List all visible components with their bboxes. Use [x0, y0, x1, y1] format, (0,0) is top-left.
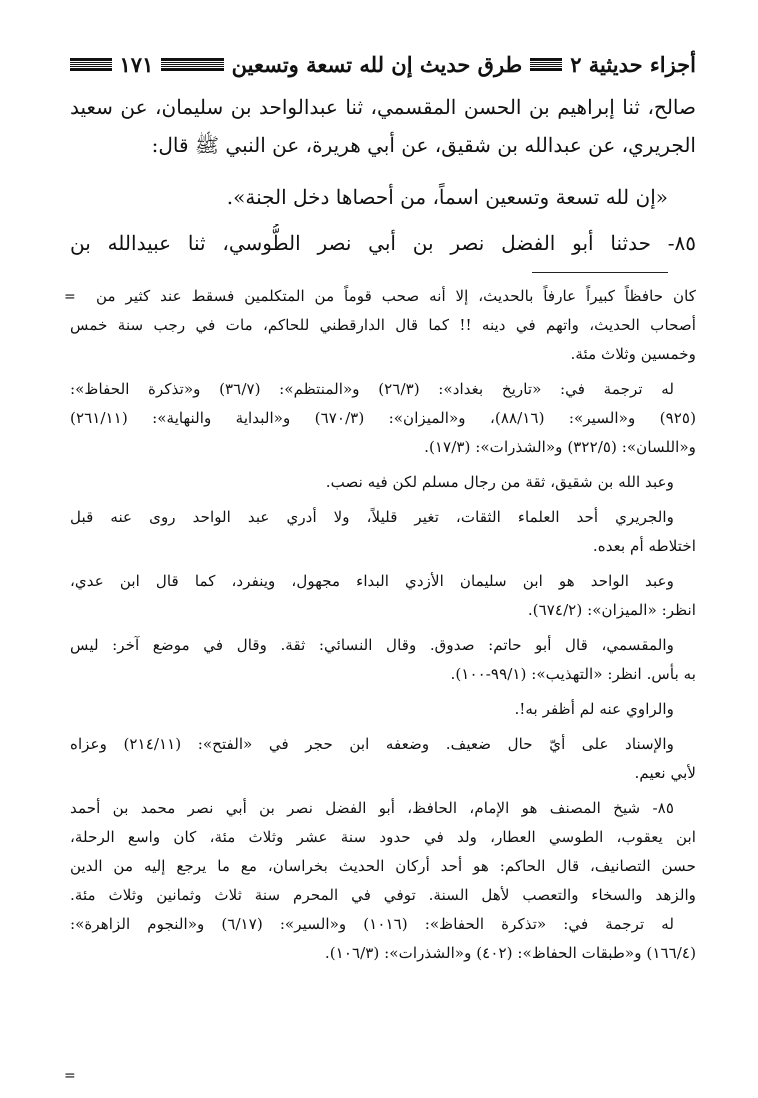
footnote-line: (٩٢٥) و«السير»: (٨٨/١٦)، و«الميزان»: (٦٧٠/٣) و«البداية والنهاية»: (٢٦١/١١) [70, 409, 696, 427]
footnote-line: وعبد الله بن شقيق، ثقة من رجال مسلم لكن فيه نصب. [325, 473, 674, 491]
footnote-line: والراوي عنه لم أظفر به!. [514, 700, 674, 718]
footnote-line: و«اللسان»: (٣٢٢/٥) و«الشذرات»: (١٧/٣). [424, 438, 696, 456]
footnote-line: له ترجمة في: «تاريخ بغداد»: (٢٦/٣) و«المنتظم»: (٣٦/٧) و«تذكرة الحفاظ»: [70, 380, 675, 398]
hadith-text: «إن لله تسعة وتسعين اسماً، من أحصاها دخل الجنة». [226, 185, 668, 209]
footnote-line: (١٦٦/٤) و«طبقات الحفاظ»: (٤٠٢) و«الشذرات»: (١٠٦/٣). [324, 944, 696, 962]
main-line: صالح، ثنا إبراهيم بن الحسن المقسمي، ثنا عبدالواحد بن سليمان، عن سعيد [70, 95, 696, 119]
footnote-line: ابن يعقوب، الطوسي العطار، ولد في حدود سنة عشر وثلاث مئة، كان واسع الرحلة، [70, 828, 696, 846]
footnote-line: والمقسمي، قال أبو حاتم: صدوق. وقال النسائي: ثقة. وقال في موضع آخر: ليس [70, 636, 674, 654]
footnote-continues-marker: = [64, 1068, 76, 1084]
header-ornament-middle [161, 58, 223, 71]
footnote-line: كان حافظاً كبيراً عارفاً بالحديث، إلا أنه صحب قوماً من المتكلمين فسقط عند كثير من [96, 287, 696, 305]
footnote-line: ٨٥- شيخ المصنف هو الإمام، الحافظ، أبو الفضل نصر بن أبي نصر محمد بن أحمد [70, 799, 674, 817]
footnote-line: به بأس. انظر: «التهذيب»: (٩٩/١-١٠٠). [450, 665, 696, 683]
footnote-line: اختلاطه أم بعده. [592, 537, 696, 555]
footnote-line: أصحاب الحديث، واتهم في دينه !! كما قال الدارقطني للحاكم، مات في رجب سنة خمس [70, 316, 696, 334]
footnote-continued-marker: = [64, 289, 76, 305]
page-number: ١٧١ [119, 51, 154, 77]
section-title: طرق حديث إن لله تسعة وتسعين [231, 51, 523, 77]
footnote-line: لأبي نعيم. [634, 764, 696, 782]
footnote-line: وخمسين وثلاث مئة. [570, 345, 696, 363]
main-text [70, 88, 696, 164]
book-title: أجزاء حديثية ٢ [570, 51, 696, 77]
footnote-separator [532, 272, 668, 273]
main-line: ٨٥- حدثنا أبو الفضل نصر بن أبي نصر الطُّوسي، ثنا عبيدالله بن [70, 231, 696, 255]
footnote-line: انظر: «الميزان»: (٦٧٤/٢). [527, 601, 696, 619]
running-header [70, 44, 696, 84]
header-ornament-right [530, 58, 562, 71]
footnote-line: وعبد الواحد هو ابن سليمان الأزدي البداء مجهول، وينفرد، كما قال ابن عدي، [70, 572, 674, 590]
footnotes [70, 282, 696, 968]
footnote-line: حسن التصانيف، قال الحاكم: هو أحد أركان الحديث بخراسان، مع ما يرجع إليه من الدين [70, 857, 696, 875]
header-ornament-left [70, 58, 112, 71]
next-entry [70, 224, 696, 262]
footnote-line: له ترجمة في: «تذكرة الحفاظ»: (١٠١٦) و«السير»: (٦/١٧) و«النجوم الزاهرة»: [70, 915, 675, 933]
main-line: الجريري، عن عبدالله بن شقيق، عن أبي هريرة، عن النبي ﷺ قال: [151, 133, 696, 157]
footnote-line: والزهد والسخاء والتعصب لأهل السنة. توفي في المحرم سنة ثلاث وثمانين وثلاث مئة. [70, 886, 696, 904]
footnote-line: والإسناد على أيّ حال ضعيف. وضعفه ابن حجر في «الفتح»: (٢١٤/١١) وعزاه [70, 735, 674, 753]
footnote-line: والجريري أحد العلماء الثقات، تغير قليلاً، ولا أدري عبد الواحد روى عنه قبل [70, 508, 674, 526]
